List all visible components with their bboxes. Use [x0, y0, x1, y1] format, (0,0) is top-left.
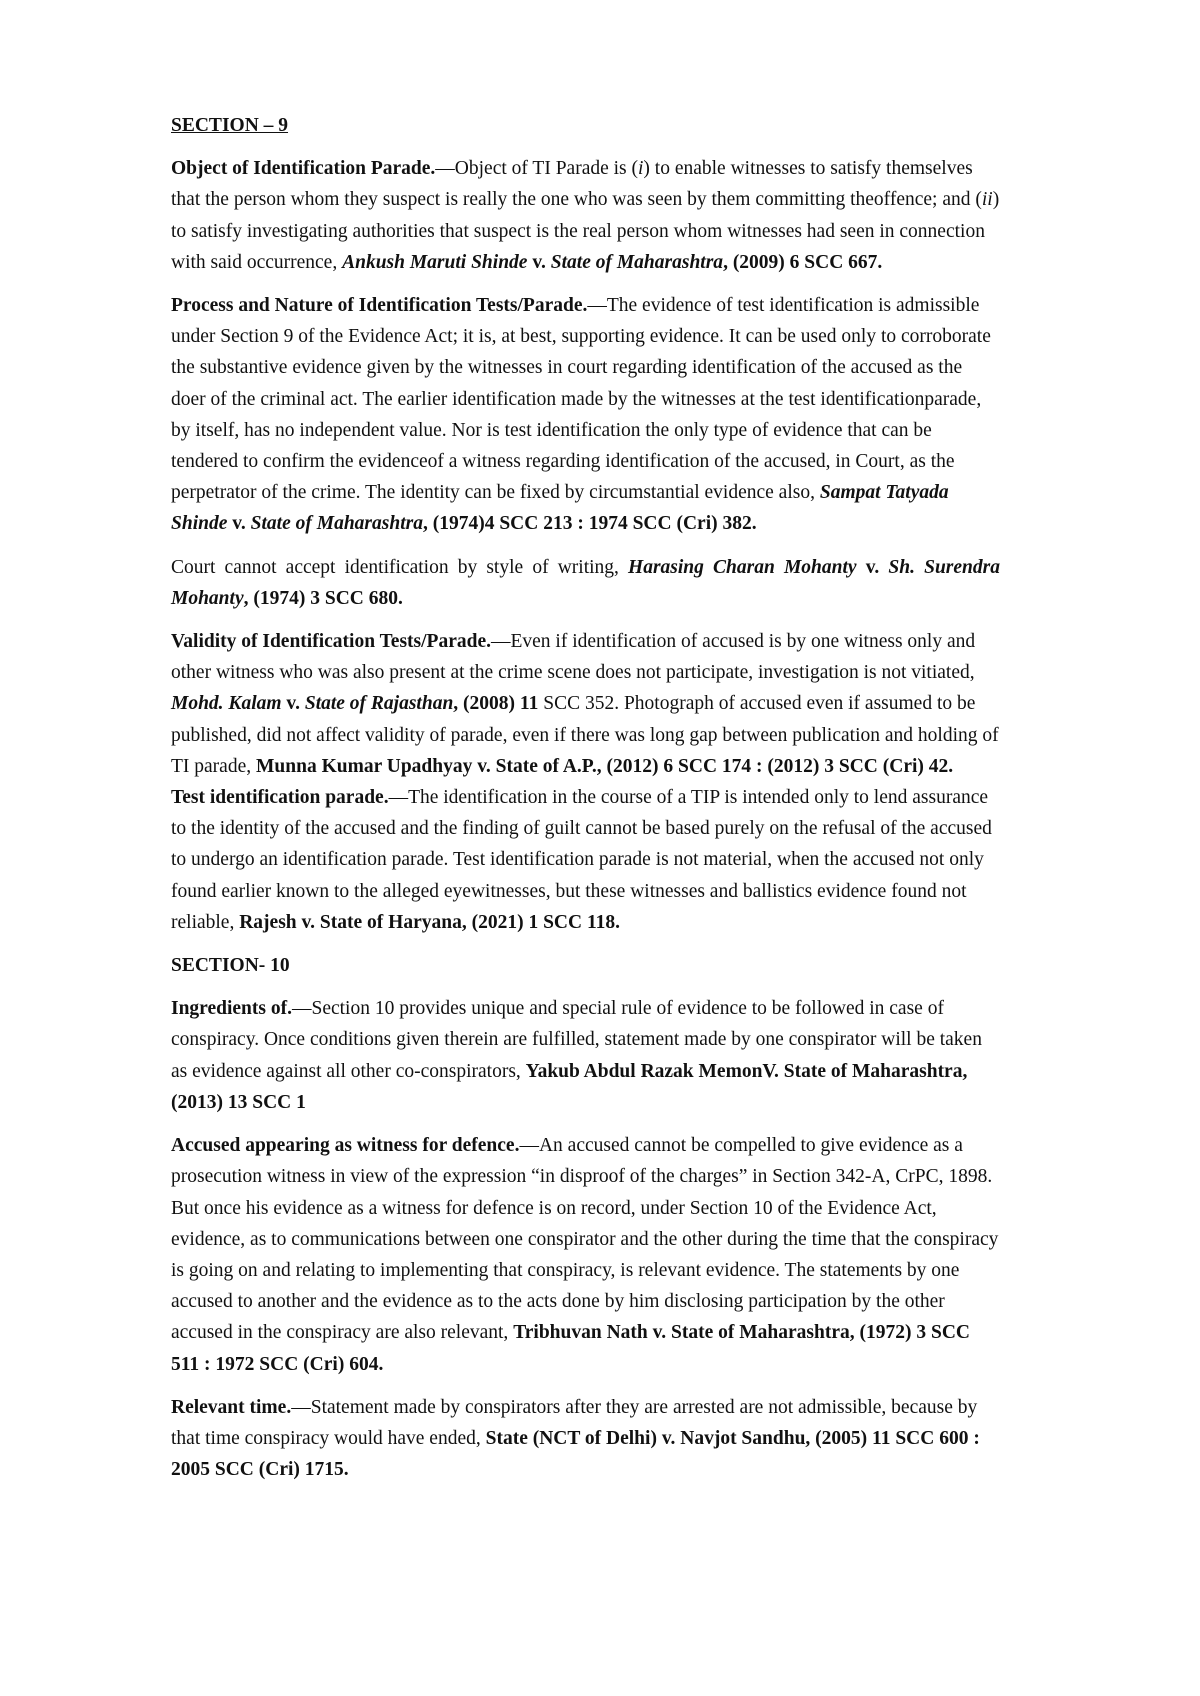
- citation: , (2008) 11: [453, 693, 539, 715]
- paragraph-lead: Relevant time.: [171, 1396, 292, 1418]
- paragraph-style-of-writing: Court cannot accept identification by style of writing, Harasing Charan Mohanty v. Sh. Surendra Mohanty, (1974) 3 SCC 680.: [171, 556, 1000, 609]
- paragraph-lead: Process and Nature of Identification Tests/Parade.: [171, 295, 588, 317]
- case-name: Ankush Maruti Shinde: [342, 251, 528, 273]
- paragraph-process-and-nature: Process and Nature of Identification Tests/Parade.—The evidence of test identification is admissible under Section 9 of the Evidence Act; it is, at best, supporting evidence. It can be used only to corroborate the substantive evidence given by the witnesses in court regarding identification of the accused as the doer of the criminal act. The earlier identification made by the witnesses at the test identificationparade, by itself, has no independent value. Nor is test identification the only type of evidence that can be tendered to confirm the evidenceof a witness regarding identification of the accused, in Court, as the perpetrator of the crime. The identity can be fixed by circumstantial evidence also, Sampat Tatyada Shinde v. State of Maharashtra, (1974)4 SCC 213 : 1974 SCC (Cri) 382.: [171, 295, 991, 535]
- case-name: Mohd. Kalam: [171, 693, 282, 715]
- paragraph-lead: Object of Identification Parade.: [171, 158, 436, 180]
- case-name: Sampat Tatyada Shinde: [171, 482, 949, 535]
- citation: , (2009) 6 SCC 667.: [723, 251, 883, 273]
- paragraph-lead: Validity of Identification Tests/Parade.: [171, 631, 491, 653]
- case-name: Sh. Surendra Mohanty: [171, 556, 1000, 609]
- paragraph-relevant-time: Relevant time.—Statement made by conspirators after they are arrested are not admissible, because by that time conspiracy would have ended, State (NCT of Delhi) v. Navjot Sandhu, (2005) 11 SCC 600 : 2005 SCC (Cri) 1715.: [171, 1396, 980, 1481]
- citation: Munna Kumar Upadhyay v. State of A.P., (2012) 6 SCC 174 : (2012) 3 SCC (Cri) 42.: [256, 755, 954, 777]
- paragraph-accused-as-witness: Accused appearing as witness for defence.—An accused cannot be compelled to give evidence as a prosecution witness in view of the expression “in disproof of the charges” in Section 342-A, CrPC, 1898. But once his evidence as a witness for defence is on record, under Section 10 of the Evidence Act, evidence, as to communications between one conspirator and the other during the time that the conspiracy is going on and relating to implementing that conspiracy, is relevant evidence. The statements by one accused to another and the evidence as to the acts done by him disclosing participation by the other accused in the conspiracy are also relevant, Tribhuvan Nath v. State of Maharashtra, (1972) 3 SCC 511 : 1972 SCC (Cri) 604.: [171, 1135, 999, 1375]
- case-name: State of Rajasthan: [304, 693, 454, 715]
- paragraph-lead: Ingredients of.: [171, 998, 292, 1020]
- case-name: State of Maharashtra: [550, 251, 724, 273]
- citation: , (1974) 3 SCC 680.: [243, 587, 403, 609]
- citation: , (1974)4 SCC 213 : 1974 SCC (Cri) 382.: [422, 513, 757, 535]
- citation: Yakub Abdul Razak MemonV. State of Maharashtra, (2013) 13 SCC 1: [171, 1060, 968, 1113]
- paragraph-lead: Accused appearing as witness for defence.: [171, 1135, 520, 1157]
- section-9-heading: SECTION – 9: [171, 115, 289, 136]
- paragraph-validity-of-identification: Validity of Identification Tests/Parade.—Even if identification of accused is by one witness only and other witness who was also present at the crime scene does not participate, investigation is not vitiated, Mohd. Kalam v. State of Rajasthan, (2008) 11 SCC 352. Photograph of accused even if assumed to be published, did not affect validity of parade, even if there was long gap between publication and holding of TI parade, Munna Kumar Upadhyay v. State of A.P., (2012) 6 SCC 174 : (2012) 3 SCC (Cri) 42.: [171, 631, 999, 777]
- section-10-heading: SECTION- 10: [171, 955, 290, 977]
- paragraph-ingredients-of: Ingredients of.—Section 10 provides unique and special rule of evidence to be followed in case of conspiracy. Once conditions given therein are fulfilled, statement made by one conspirator will be taken as evidence against all other co-conspirators, Yakub Abdul Razak MemonV. State of Maharashtra, (2013) 13 SCC 1: [171, 998, 982, 1113]
- citation: Tribhuvan Nath v. State of Maharashtra, (1972) 3 SCC 511 : 1972 SCC (Cri) 604.: [171, 1322, 971, 1375]
- paragraph-object-of-identification-parade: Object of Identification Parade.—Object of TI Parade is (i) to enable witnesses to satisfy themselves that the person whom they suspect is really the one who was seen by them committing theoffence; and (ii) to satisfy investigating authorities that suspect is the real person whom witnesses had seen in connection with said occurrence, Ankush Maruti Shinde v. State of Maharashtra, (2009) 6 SCC 667.: [171, 158, 1000, 273]
- case-name: State of Maharashtra: [250, 513, 423, 535]
- paragraph-lead: Test identification parade.: [171, 787, 389, 809]
- citation: Rajesh v. State of Haryana, (2021) 1 SCC 118.: [239, 911, 621, 933]
- citation: State (NCT of Delhi) v. Navjot Sandhu, (2005) 11 SCC 600 : 2005 SCC (Cri) 1715.: [171, 1427, 980, 1481]
- paragraph-test-identification-parade: Test identification parade.—The identification in the course of a TIP is intended only to lend assurance to the identity of the accused and the finding of guilt cannot be based purely on the refusal of the accused to undergo an identification parade. Test identification parade is not material, when the accused not only found earlier known to the alleged eyewitnesses, but these witnesses and ballistics evidence found not reliable, Rajesh v. State of Haryana, (2021) 1 SCC 118.: [171, 787, 992, 933]
- case-name: Harasing Charan Mohanty: [628, 556, 857, 578]
